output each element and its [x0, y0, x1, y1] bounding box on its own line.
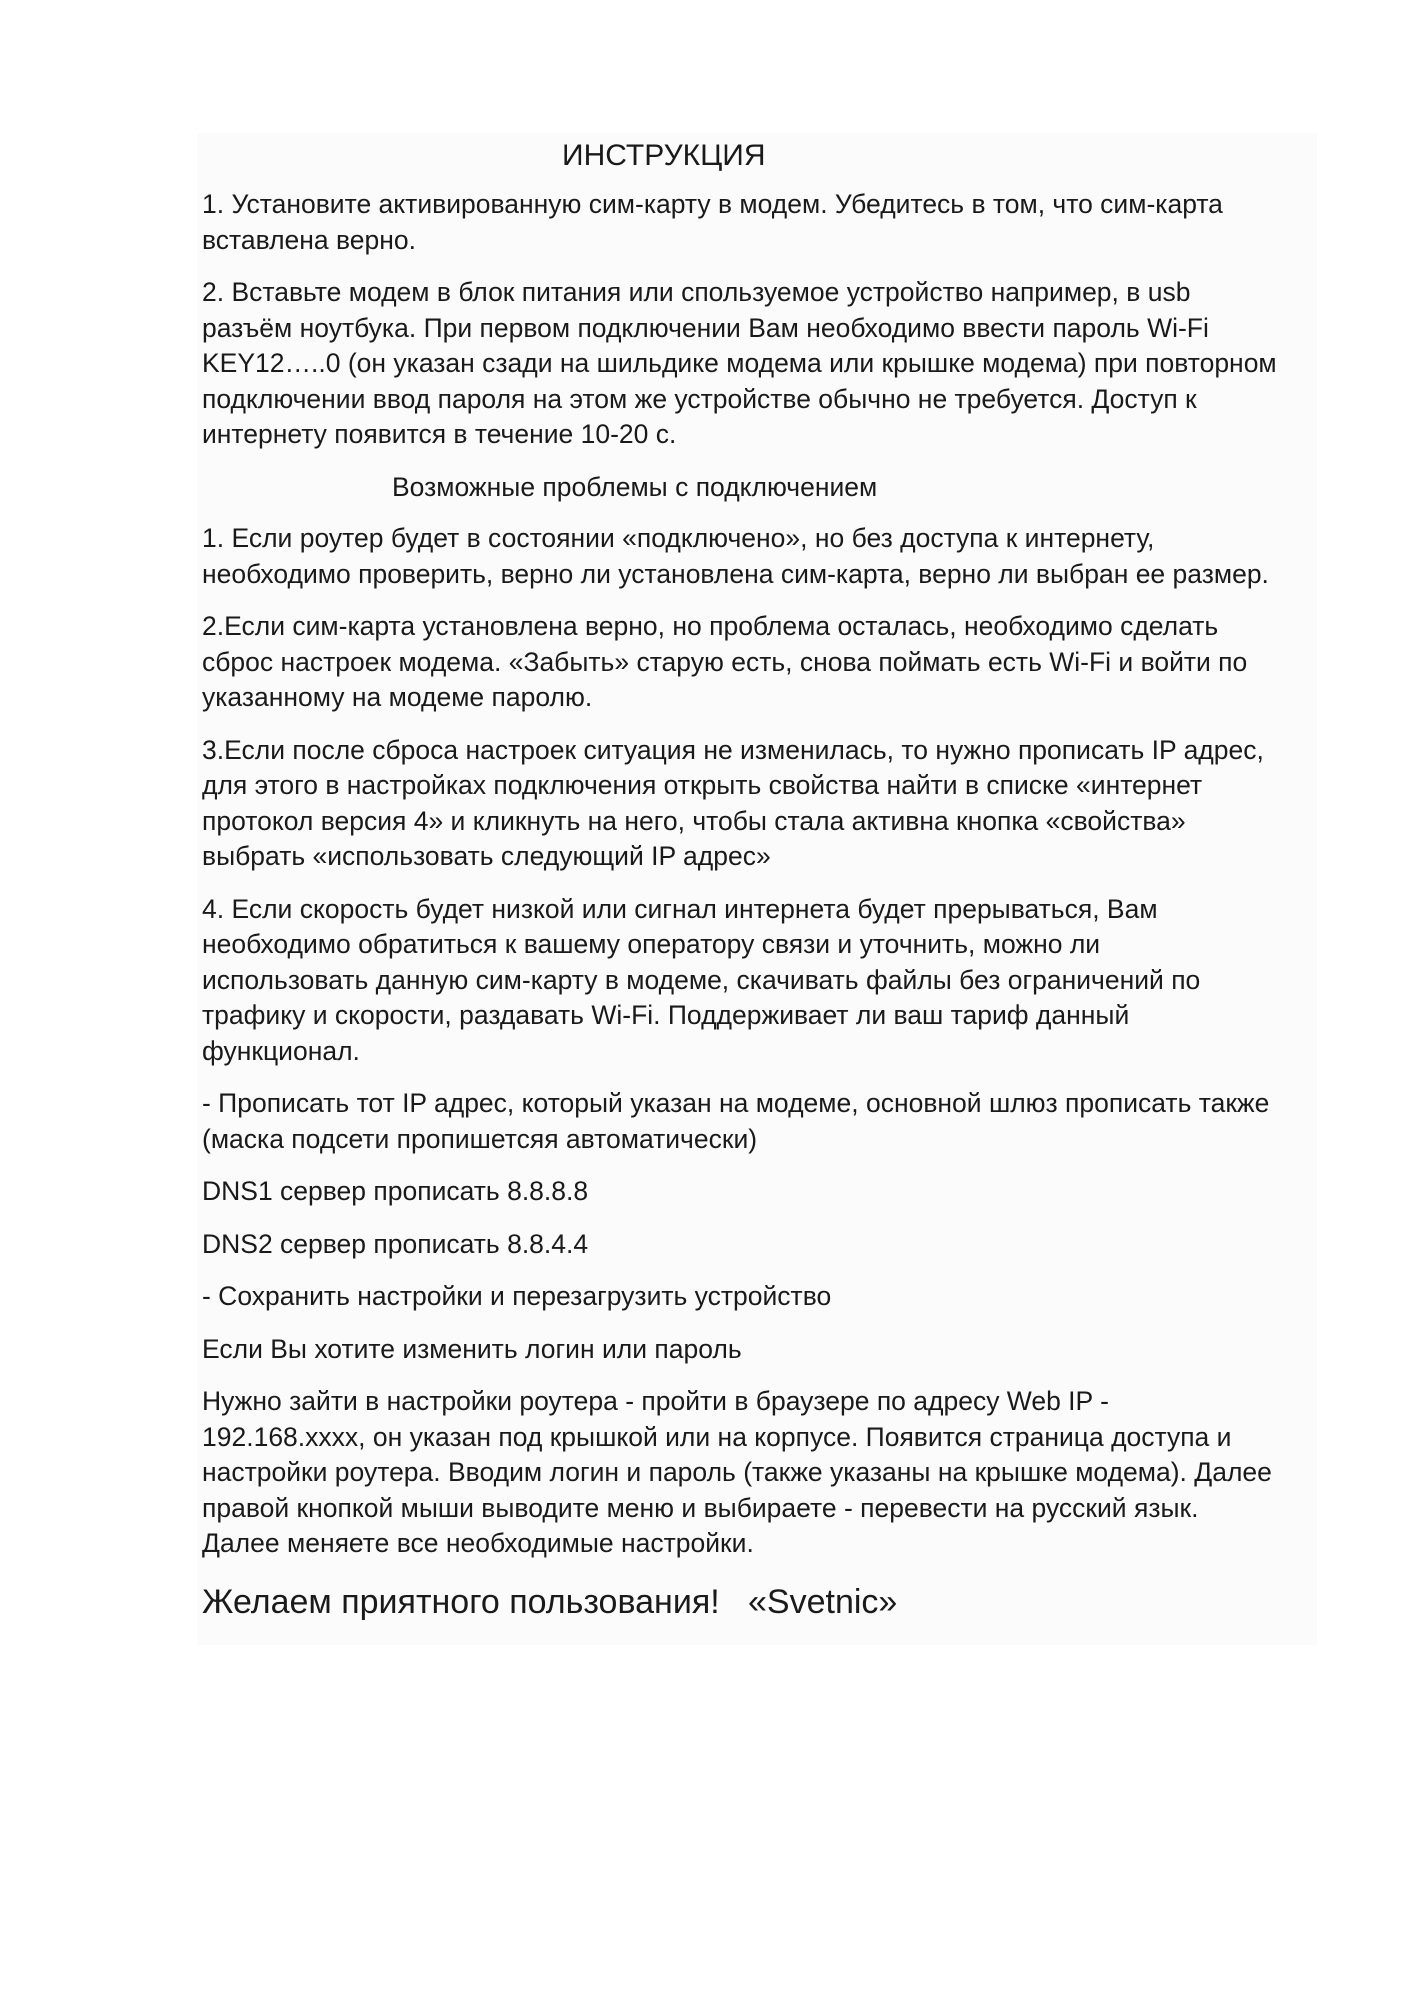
ip-address-instruction: - Прописать тот IP адрес, который указан на модеме, основной шлюз прописать также (маска подсети пропишетсяя автоматически) [202, 1088, 1270, 1154]
step-1-paragraph: 1. Установите активированную сим-карту в модем. Убедитесь в том, что сим-карта вставлена верно. [202, 189, 1223, 255]
problem-1-paragraph: 1. Если роутер будет в состоянии «подключено», но без доступа к интернету, необходимо проверить, верно ли установлена сим-карта, верно ли выбран ее размер. [202, 523, 1269, 589]
problems-heading: Возможные проблемы с подключением [392, 471, 878, 502]
closing-line: Желаем приятного пользования! «Svetnic» [202, 1582, 898, 1621]
document-body [202, 136, 1312, 1642]
document-title: ИНСТРУКЦИЯ [562, 139, 766, 172]
change-login-heading: Если Вы хотите изменить логин или пароль [202, 1333, 742, 1364]
dns1-instruction: DNS1 сервер прописать 8.8.8.8 [202, 1176, 589, 1206]
save-settings-instruction: - Сохранить настройки и перезагрузить устройство [202, 1281, 832, 1311]
problem-4-paragraph: 4. Если скорость будет низкой или сигнал интернета будет прерываться, Вам необходимо обратиться к вашему оператору связи и уточнить, можно ли использовать данную сим-карту в модеме, скачивать файлы без ограничений по трафику и скорости, раздавать Wi-Fi. Поддерживает ли ваш тариф данный функционал. [202, 893, 1201, 1066]
router-settings-paragraph: Нужно зайти в настройки роутера - пройти в браузере по адресу Web IP - 192.168.xxxx, он указан под крышкой или на корпусе. Появится страница доступа и настройки роутера. Вводим логин и пароль (также указаны на крышке модема). Далее правой кнопкой мыши выводите меню и выбираете - перевести на русский язык. Далее меняете все необходимые настройки. [202, 1386, 1272, 1558]
step-2-paragraph: 2. Вставьте модем в блок питания или спользуемое устройство например, в usb разъём ноутбука. При первом подключении Вам необходимо ввести пароль Wi-Fi KEY12…..0 (он указан сзади на шильдике модема или крышке модема) при повторном подключении ввод пароля на этом же устройстве обычно не требуется. Доступ к интернету появится в течение 10-20 с. [202, 277, 1277, 449]
problem-3-paragraph: 3.Если после сброса настроек ситуация не изменилась, то нужно прописать IP адрес, для этого в настройках подключения открыть свойства найти в списке «интернет протокол версия 4» и кликнуть на него, чтобы стала активна кнопка «свойства» выбрать «использовать следующий IP адрес» [202, 734, 1264, 871]
dns2-instruction: DNS2 сервер прописать 8.8.4.4 [202, 1228, 589, 1259]
problem-2-paragraph: 2.Если сим-карта установлена верно, но проблема осталась, необходимо сделать сброс настроек модема. «Забыть» старую есть, снова поймать есть Wi-Fi и войти по указанному на модеме паролю. [202, 611, 1248, 712]
